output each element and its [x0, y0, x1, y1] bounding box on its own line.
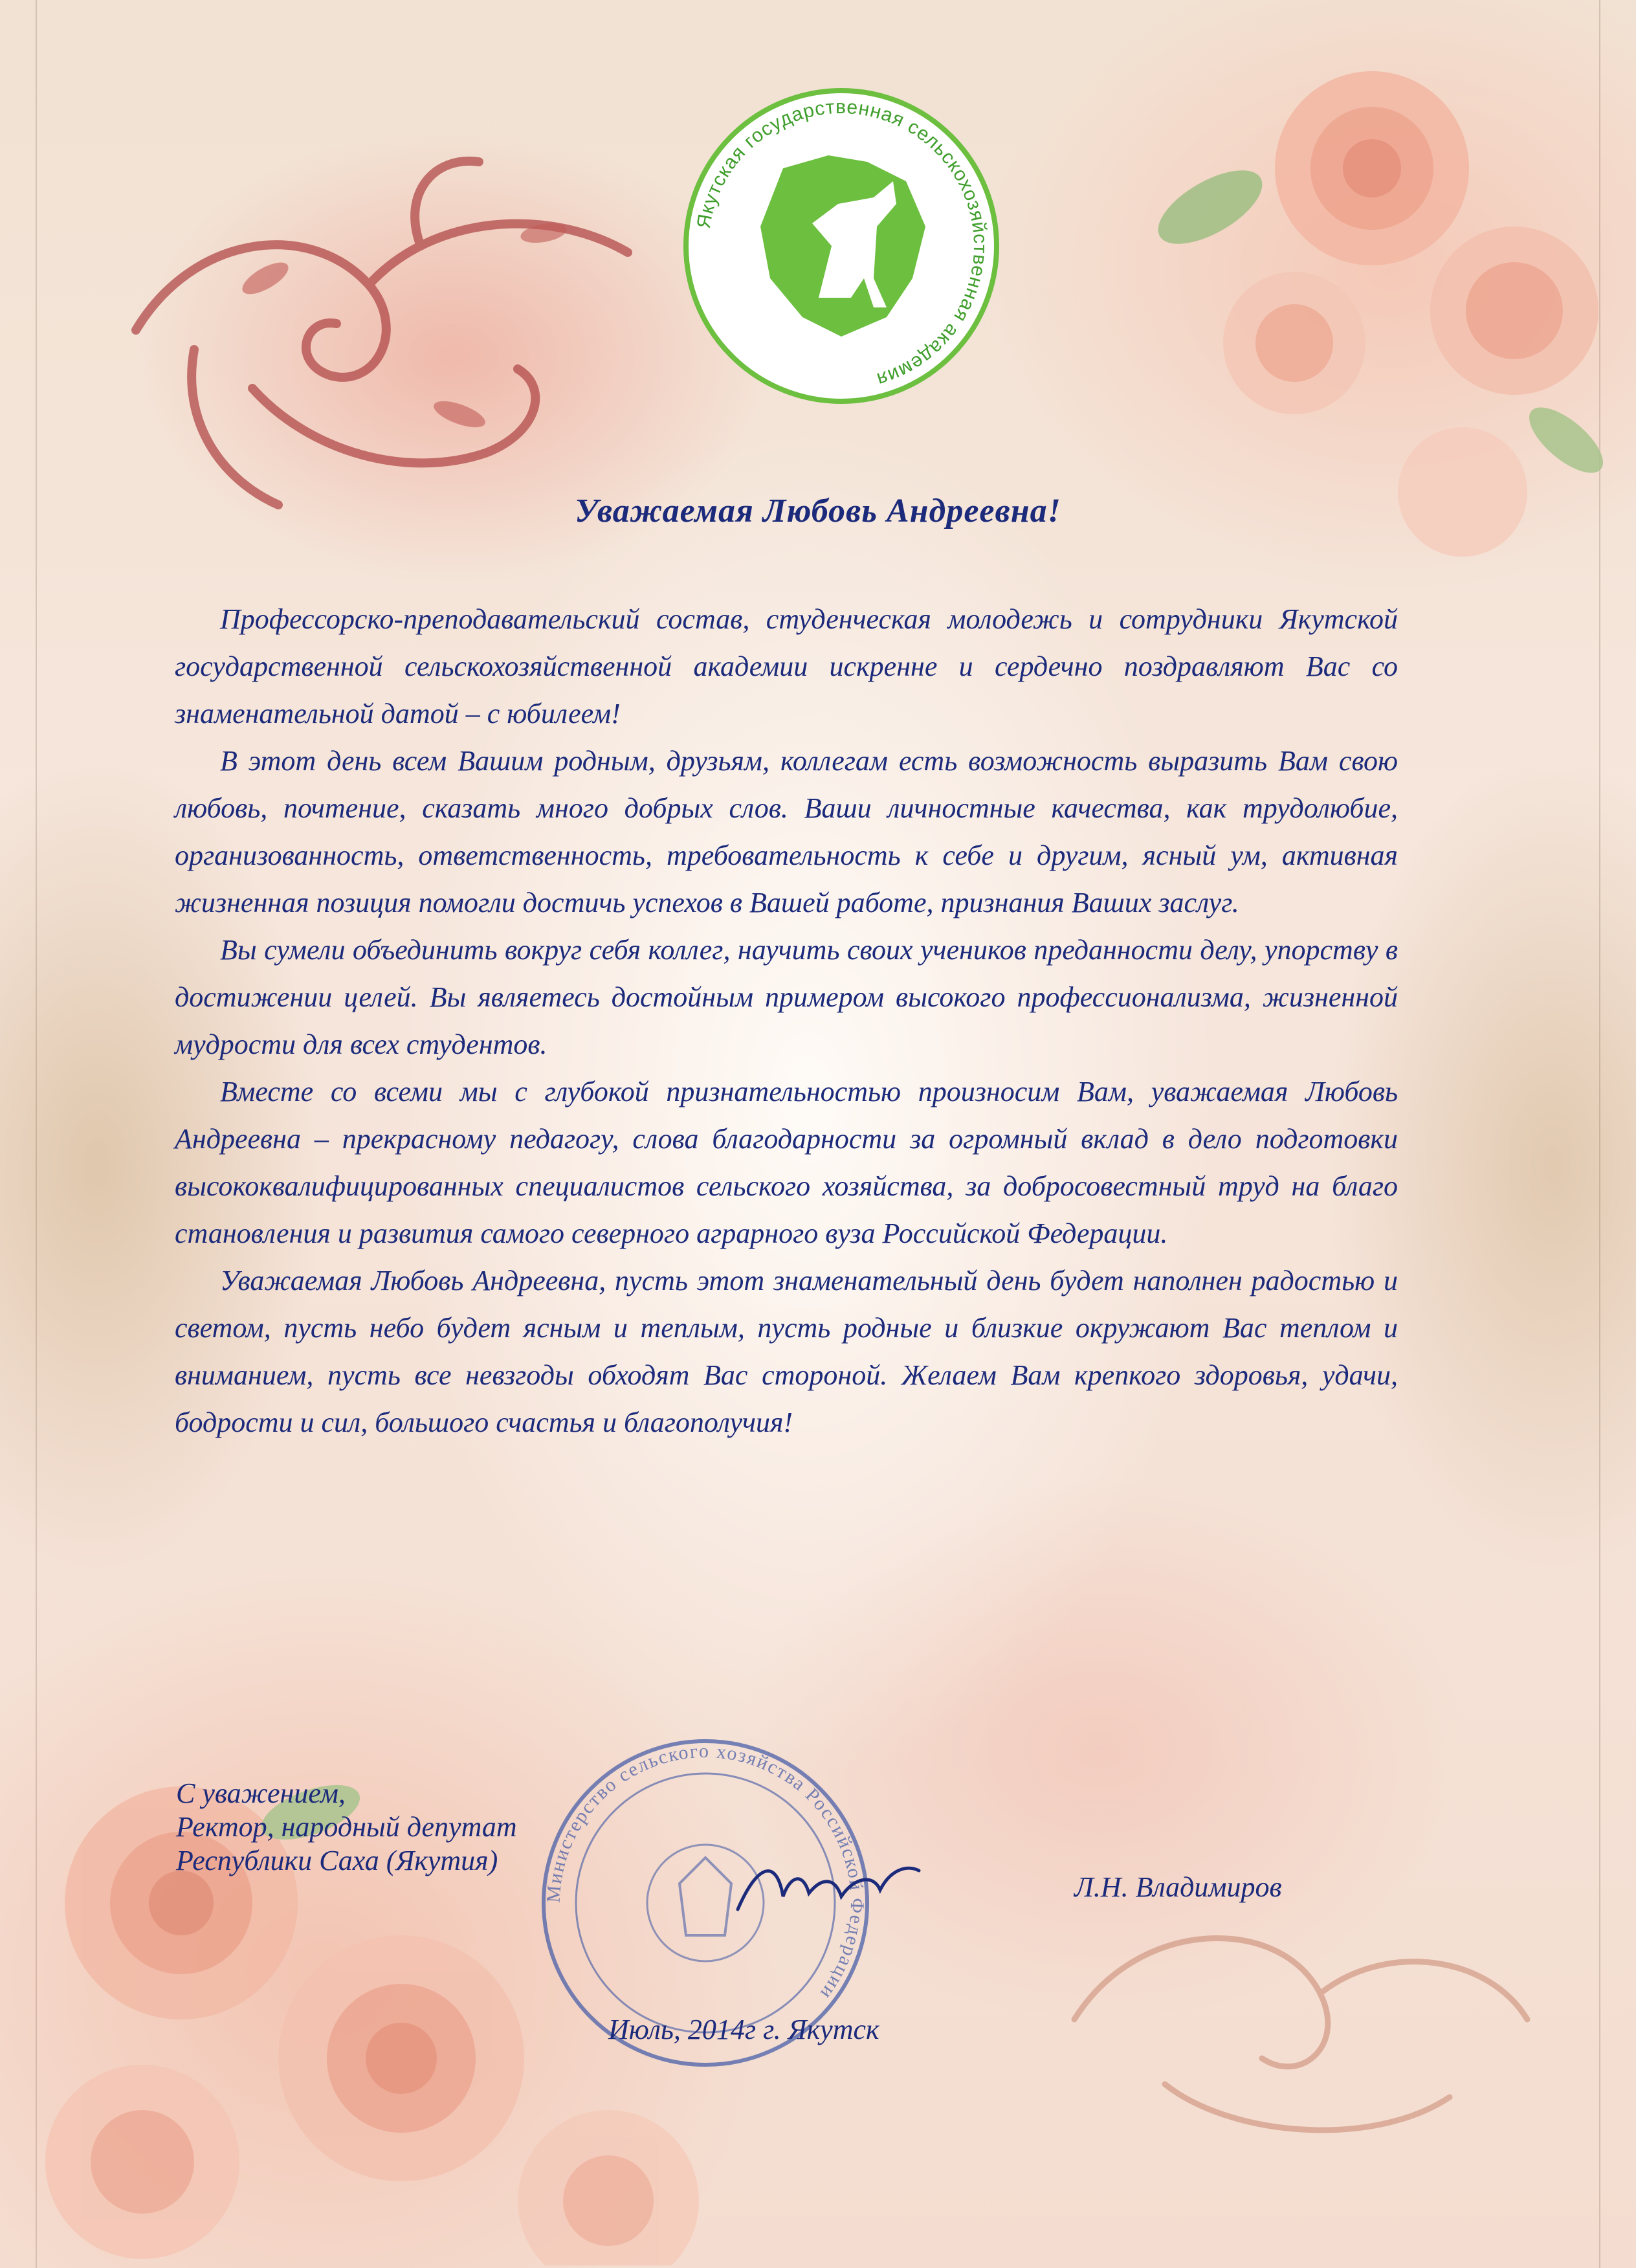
letter-body	[175, 595, 1398, 1446]
roses-top-right-decoration	[1100, 39, 1618, 570]
paragraph-2: В этот день всем Вашим родным, друзьям, коллегам есть возможность выразить Вам свою любовь, почтение, сказать много добрых слов. Ваши личностные качества, как трудолюбие, организованность, ответственность, требовательность к себе и другим, ясный ум, активная жизненная позиция помогли достичь успехов в Вашей работе, признания Ваших заслуг.	[175, 745, 1398, 918]
paragraph-4: Вместе со всеми мы с глубокой признательностью произносим Вам, уважаемая Любовь Андреевна – прекрасному педагогу, слова благодарности за огромный вклад в дело подготовки высококвалифицированных специалистов сельского хозяйства, за добросовестный труд на благо становления и развития самого северного аграрного вуза Российской Федерации.	[175, 1076, 1398, 1249]
signer-name: Л.Н. Владимиров	[1074, 1871, 1282, 1903]
greeting-title: Уважаемая Любовь Андреевна!	[575, 493, 1061, 529]
svg-text:Якутская государственная сельс	[693, 96, 991, 390]
paragraph-1: Профессорско-преподавательский состав, студенческая молодежь и сотрудники Якутской государственной сельскохозяйственной академии искренне и сердечно поздравляют Вас со знаменательной датой – с юбилеем!	[175, 603, 1398, 729]
paragraph-5: Уважаемая Любовь Андреевна, пусть этот знаменательный день будет наполнен радостью и светом, пусть небо будет ясным и теплым, пусть родные и близкие окружают Вас теплом и вниманием, пусть все невзгоды обходят Вас стороной. Желаем Вам крепкого здоровья, удачи, бодрости и сил, большого счастья и благополучия!	[175, 1265, 1398, 1438]
paragraph-3: Вы сумели объединить вокруг себя коллег, научить своих учеников преданности делу, упорству в достижении целей. Вы являетесь достойным примером высокого профессионализма, жизненной мудрости для всех студентов.	[175, 934, 1398, 1060]
closing-position: Ректор, народный депутат	[176, 1811, 517, 1843]
logo-ring-caption	[686, 91, 997, 401]
logo-ring-text: Якутская государственная сельскохозяйственная академия	[692, 96, 991, 391]
closing-salutation: С уважением,	[176, 1777, 346, 1809]
ornament-bottom-right-decoration	[1035, 1748, 1553, 2168]
signature	[731, 1851, 925, 1922]
stamp-ring-text: Министерство сельского хозяйства Российской Федерации	[542, 1740, 868, 2005]
date-place: Июль, 2014г г. Якутск	[608, 2014, 879, 2045]
closing-region: Республики Саха (Якутия)	[176, 1845, 498, 1876]
